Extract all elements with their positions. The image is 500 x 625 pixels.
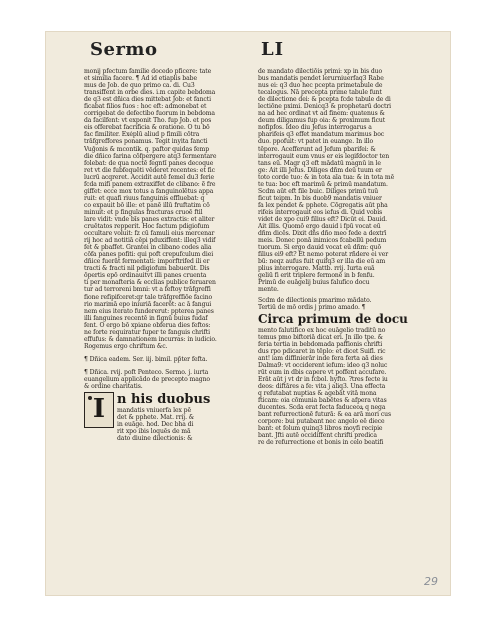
initial-adjacent-text xyxy=(117,407,244,442)
text-line: Primū de euāgelij buius falufico docu xyxy=(258,279,370,287)
text-line: na ad hec ordinat vt ad finem: quatenus & xyxy=(258,110,385,118)
text-line: bant refurrectionē futurā: & ea arā mori cus xyxy=(258,411,391,419)
left-column xyxy=(84,68,244,442)
text-line: occultare voluit: fz cū famuli eius mercenar xyxy=(84,230,215,238)
text-line: mandatis vniuerfa lex pē xyxy=(117,407,191,415)
text-line: bus mandatis pendet lerurniuerfaq3 Rabe xyxy=(258,75,384,83)
text-line: in euāge. hod. Dec bha di xyxy=(117,421,194,429)
text-line: lectiōne pximi. Denicq3 & prophetarū doctri xyxy=(258,103,392,111)
text-line: de mandato dilectiōis primi: xp in bis duo xyxy=(258,68,383,75)
text-line: fcda mifi panem extraxiffet de clibano: ẽ fre xyxy=(84,180,216,188)
text-line: feria tertia in bebdomada paffionis chrifti xyxy=(258,340,383,348)
pencil-annotation: 29 xyxy=(424,575,438,588)
text-line: giffet: ecce mox totus a fanguinolētus appa xyxy=(84,187,214,195)
text-line: transiffent in orbe dies. i.m capite bebdoma xyxy=(84,89,216,97)
left-text-block-1 xyxy=(84,68,244,350)
text-line: monij pfectum familie docedo pficere: tate xyxy=(84,68,212,75)
text-line: effufus: & damnationem incurras: in iudicio. xyxy=(84,335,217,343)
text-line: geliū fi erit triplere fermonē in b fenfu. xyxy=(258,272,375,280)
decorated-initial-frame xyxy=(84,392,114,428)
text-line: Scdm de dilectionis pmarimo mādato. xyxy=(258,296,372,304)
text-line: fet & pbaffet. Grantei in clibano codes alia xyxy=(84,244,212,252)
text-line: duo. ppofuit: vt patet in euange. In illo xyxy=(258,138,374,146)
text-line: fac fimiliter. Exéplū aliud p fimili cōtra xyxy=(84,131,200,139)
text-line: ne forte requiratur fuper te fanguis chrifti xyxy=(84,328,210,336)
text-line: ficabat filios fuos : hoc eft: admonebat et xyxy=(84,103,207,111)
text-line: rūt eum in dbis capere vt poffent accufare. xyxy=(258,368,387,376)
text-line: Rogemus ergo chriftum &c. xyxy=(84,342,168,350)
text-line: tracti & fracti nil pdigiofum babuerūt. Dis xyxy=(84,265,210,273)
text-line: bant: et folum quinq3 libros moyfi recipie xyxy=(258,425,383,433)
text-line: fione refipifceret:qr tale trāfgreffiōe facino xyxy=(84,293,213,301)
text-line: Erāt aūt j vt dr in fcbol. hyfto. ?tres fecte iu xyxy=(258,375,388,383)
text-line: bū: neqz aufus fuit quifq3 er illa die eū am xyxy=(258,258,386,266)
text-line: eis offerebat facrificia & oratione. O tu bō xyxy=(84,124,210,132)
text-line: dato diuine dilectionis: & xyxy=(117,435,193,443)
text-line: rio marimā epo iniuriā facerēt: ac ā fangui xyxy=(84,300,212,308)
text-line: lare vidit: vnde bīs panes extractis: et aliter xyxy=(84,215,215,223)
left-text-block-2 xyxy=(84,356,244,363)
text-line: lucrū acqreret. Accidit autē femel du3 ferie xyxy=(84,173,215,181)
text-line: ¶ Dñica. rvij. poft Penteco. Sermo. j. iurta xyxy=(84,368,209,376)
text-line: fent. O ergo bō xpiane obferua dies feftos: xyxy=(84,321,211,329)
text-line: ruit: et quafi riuus fanguinis effluebat: q xyxy=(84,194,205,202)
text-line: corpore: bui putabant nec angelo eē diece xyxy=(258,418,385,426)
text-line: te tua: boc eft marimū & primū mandatum. xyxy=(258,180,388,188)
text-line: meis. Donec ponā inimicos fcabellū pedum xyxy=(258,237,387,245)
text-line: tur ad terroreni bmni: vt a feftoy trāfgreffi xyxy=(84,286,211,294)
initial-heading-text: n his duobus xyxy=(117,392,211,408)
right-text-block-3 xyxy=(258,327,418,447)
text-line: ficut teipm. In bis duob9 mandatis vniuer xyxy=(258,194,382,202)
text-line: pharifeis q3 effet mandatum marimus boc xyxy=(258,131,385,139)
text-line: dñice fuerāt fermentati: imporftrifed ili er xyxy=(84,258,210,266)
text-line: cruētatos repperit. Hoc factum pdigiofum xyxy=(84,223,210,231)
text-line: videt de xpo cui9 filius eft? Dicūt ei. Dauid. xyxy=(258,215,387,223)
left-text-block-3 xyxy=(84,369,244,390)
text-line: fticam: oia cōmunia babētes & afpera vitas xyxy=(258,397,387,405)
text-line: die dñico farina cōfpergere atq3 fermentare xyxy=(84,152,217,160)
text-line: co expauit bō ille: et panē illū fruftatim cō xyxy=(84,201,210,209)
printed-page xyxy=(46,32,450,595)
text-line: interrogauit eum vnus er eis legifdoctor ten xyxy=(258,152,390,160)
text-line: mente. xyxy=(258,286,279,294)
text-line: mus de Job. de quo primo ca. di. Cu3 xyxy=(84,82,195,90)
text-line: ret vt die fubfequēti vēderet recentes: et fic xyxy=(84,166,215,174)
text-line: Vuğonis & mcontik. q. paftor quidas femp xyxy=(84,145,209,153)
right-text-block-2 xyxy=(258,297,418,311)
folio-number: LI xyxy=(261,39,285,60)
text-line: dñm dicēs. Dixit dñs dño meo fede a dextrī xyxy=(258,230,387,238)
text-line: toto corde tuo: & in tota aīa tua: & in tota mē xyxy=(258,173,395,181)
text-line: minuit: et p fingulas fracturas cruoē ftil xyxy=(84,208,203,216)
text-line: ge: Ait illi Jefus. Diliges dñm deū tuum er xyxy=(258,166,382,174)
text-line: rij hoc ad notitiā cēpi pduxiffent: illeq3 vidif xyxy=(84,237,216,245)
running-title: Sermo xyxy=(90,39,158,60)
decorated-initial-letter: I xyxy=(92,394,106,425)
text-line: folebat: de qua noctē fegntī panes decoque xyxy=(84,159,214,167)
text-line: tēpore. Acefferunt ad Jefum pbarifei: & xyxy=(258,145,376,153)
text-line: deos: diftāres a fe: vita j aliq3. Una effecta xyxy=(258,382,386,390)
text-line: nem eius iterato fundererut: ppterea panes xyxy=(84,307,214,315)
right-text-block-1 xyxy=(258,68,418,294)
text-line: plius interrogare. Mattb. rrij. Iurta euā xyxy=(258,265,375,273)
text-line: tuorum. Si ergo dauid vocat eū dñm: quō xyxy=(258,244,382,252)
text-line: fa lex pendet & pphete. Cōgregatis aūt pha xyxy=(258,201,388,209)
right-column xyxy=(258,68,418,446)
text-line: q refutabat nuptias & agebāt vitā mona xyxy=(258,390,377,398)
text-line: ducentes. Scda erat fecta faduceoꝝ q nega xyxy=(258,404,386,412)
text-line: nofipfos. Ideo diu Jefus interrogarus a xyxy=(258,124,372,132)
text-line: corrigebat de defectibo fuorum in bebdoma xyxy=(84,110,215,118)
text-line: re de refurrectione et bonis in celo beatifi xyxy=(258,439,384,447)
text-line: deum diligamus fup oia: & proximum ficut xyxy=(258,117,386,125)
text-line: de q3 est dñica dies mittebat Job: et fancti xyxy=(84,96,211,104)
text-line: mento falutifico ex hoc euāgelio traditū no xyxy=(258,326,386,334)
text-line: temus pmo biftoriā dicat eri. Jn illo tpe. & xyxy=(258,333,383,341)
page-header xyxy=(46,32,450,72)
text-line: rifeis interrogauit eos iefus di. Quid vobis xyxy=(258,208,383,216)
text-line: de dilectione dei: & pcepta fcde tabule de di xyxy=(258,96,391,104)
text-line: ti per monafteria & ecclias publice feruaren xyxy=(84,279,216,287)
section-heading: Circa primum de docu xyxy=(258,311,408,326)
text-line: & ordine charitatis. xyxy=(84,383,143,391)
text-line: bant. Jfti autē occidiffent chrifti predica xyxy=(258,432,377,440)
text-line: filius ei9 eft? Et nemo poterat rñdere ei ver xyxy=(258,251,389,259)
text-line: da facilfent: vt exponit Tho. fup Job. et pos xyxy=(84,117,212,125)
text-line: Ait illis. Quomō ergo dauid i fpū vocat eū xyxy=(258,223,381,231)
text-line: dus rpo pdicaret in tēplo: et dicet Suifl. ric xyxy=(258,347,386,355)
text-line: Tertiū de mō ordis j primo amado. ¶ xyxy=(258,303,366,311)
text-line: Dalma9: vt occiderent iefum: ideo q3 noluc xyxy=(258,361,388,369)
text-line: nus ei: q3 duo hec pcepta primetabule de xyxy=(258,82,383,90)
decorated-initial-block xyxy=(84,392,244,442)
text-line: euangelium applicādo de precepto magno xyxy=(84,375,210,383)
text-line: ant! iam diffinierār inde fera ferta aā dies xyxy=(258,354,383,362)
text-line: tecalogus. Nā precepta prime tabule funt xyxy=(258,89,382,97)
text-line: ¶ Dñica eadem. Ser. iij. bimil. pp̄ter fefta. xyxy=(84,355,208,363)
text-line: ōpertis epō ordinauitvt illi panes cruenta xyxy=(84,272,207,280)
text-line: cōfa panes pofiti: qui poft crepufculum diei xyxy=(84,251,214,259)
text-line: trāfgreffores ponamus. Tegit inyita fancti xyxy=(84,138,208,146)
text-line: Scdm aūt eft file buic. Diliges primū tuū xyxy=(258,187,379,195)
text-line: et similia facere. ¶ Ad id etiaplis babe xyxy=(84,75,197,83)
text-line: rit xpo ibis loquēs de mā xyxy=(117,428,191,436)
text-line: det & pphete. Mat. rrij. & xyxy=(117,414,195,422)
text-line: tans eū. Magr q3 eft mādatū magnū in le xyxy=(258,159,381,167)
text-line: illi fanguines recentē in fignū buius fudaf xyxy=(84,314,208,322)
